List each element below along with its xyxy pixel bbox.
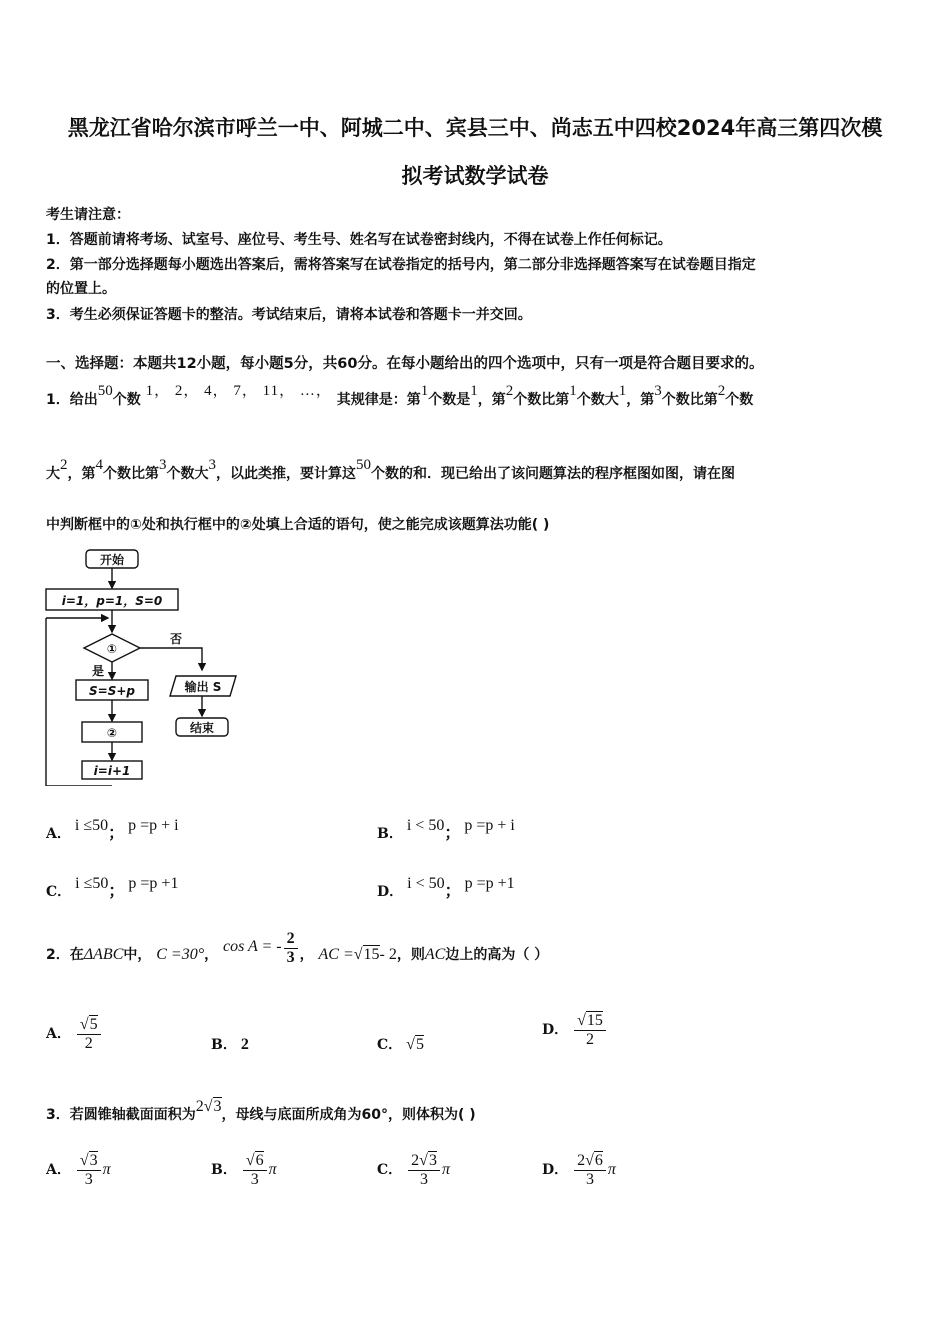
q1-num: 50 (356, 457, 371, 473)
q1-num: 2 (505, 383, 514, 399)
q1-option-d[interactable]: D． i < 50； p =p +1 (377, 875, 515, 900)
flow-sum-label: S=S+p (89, 684, 135, 698)
q1-text: 个数的和．现已给出了该问题算法的程序框图如图，请在图 (371, 466, 735, 482)
q1-option-b[interactable]: B． i < 50； p =p + i (377, 817, 515, 842)
q1-num: 2 (60, 457, 68, 473)
pi-symbol: π (441, 1161, 450, 1179)
flow-output-label: 输出 S (184, 680, 222, 694)
q2-angle: C =30° (156, 945, 205, 963)
q2-text: 中， (123, 946, 152, 963)
q2-radicand: 15 (363, 945, 380, 963)
q1-text: 个数比第 (103, 466, 159, 482)
q2-minus: - 2 (379, 945, 397, 963)
q1-text: 个数比第 (513, 392, 570, 408)
q1-num: 3 (159, 457, 167, 473)
q1-num: 3 (208, 457, 216, 473)
q1-sequence: 1， 2， 4， 7， 11， …， (145, 383, 332, 399)
option-fraction: $\frac{√6}{3}$ (243, 1152, 267, 1189)
q2-fraction: $\frac{2}{3}$ (284, 930, 298, 967)
notice-item-3: 3．考生必须保证答题卡的整洁。考试结束后，请将本试卷和答题卡一并交回。 (46, 307, 532, 323)
q3-text: 3．若圆锥轴截面面积为 (46, 1107, 196, 1123)
option-fraction: $\frac{√3}{3}$ (77, 1152, 101, 1189)
option-label: D． (377, 884, 404, 900)
option-label: A． (46, 1026, 71, 1043)
exam-title-line2: 拟考试数学试卷 (401, 164, 549, 188)
q1-text: 个数 (725, 392, 754, 408)
notice-heading: 考生请注意： (46, 207, 130, 223)
option-label: B． (377, 826, 403, 842)
option-expression: p =p +1 (128, 875, 179, 892)
q1-text: 个数比第 (661, 392, 718, 408)
q3-option-b[interactable] (211, 1152, 277, 1189)
q2-option-d[interactable] (542, 1012, 608, 1049)
q3-stem: 3．若圆锥轴截面面积为2√3，母线与底面所成角为60°，则体积为( ) (46, 1098, 476, 1123)
option-value: 2 (240, 1036, 249, 1053)
q2-option-a[interactable] (46, 1016, 103, 1053)
q1-num: 1 (420, 383, 429, 399)
q1-num: 1 (470, 383, 478, 399)
q1-text: 其规律是：第 (336, 392, 421, 408)
pi-symbol: π (607, 1161, 616, 1179)
q1-text: ，第 (626, 392, 655, 408)
q1-text: 个数 (112, 392, 141, 408)
pi-symbol: π (102, 1161, 111, 1179)
option-condition: i ≤50 (74, 817, 109, 834)
notice-item-2-cont: 的位置上。 (46, 281, 116, 297)
q2-option-b[interactable] (211, 1034, 249, 1054)
q1-text: 个数大 (576, 392, 619, 408)
q1-text: 个数是 (428, 392, 471, 408)
option-fraction: $\frac{√5}{2}$ (77, 1016, 101, 1053)
q3-option-a[interactable] (46, 1152, 111, 1189)
q3-option-c[interactable] (377, 1152, 450, 1189)
option-label: D． (542, 1022, 569, 1039)
option-label: A． (46, 826, 71, 842)
q2-text: 2．在 (46, 946, 84, 963)
flow-end-label: 结束 (189, 721, 215, 735)
option-expression: p =p +1 (464, 875, 515, 892)
flow-init-label: i=1，p=1，S=0 (61, 594, 163, 608)
option-radicand: 5 (415, 1036, 424, 1053)
q2-cos: cos A = - (222, 937, 282, 955)
flow-yes-label: 是 (91, 664, 105, 678)
q2-text: 边上的高为（ ） (445, 946, 549, 963)
q1-text: 大 (46, 466, 60, 482)
option-fraction: $\frac{2√6}{3}$ (574, 1152, 606, 1189)
option-expression: p =p + i (464, 817, 515, 834)
notice-item-2: 2．第一部分选择题每小题选出答案后，需将答案写在试卷指定的括号内，第二部分非选择题答案写在试卷题目指定 (46, 257, 756, 273)
q1-num: 3 (654, 383, 662, 399)
option-condition: i < 50 (407, 875, 445, 892)
flow-step2-label: ② (106, 726, 118, 740)
option-fraction: $\frac{2√3}{3}$ (408, 1152, 440, 1189)
q1-line-2 (46, 457, 735, 483)
exam-title-line1: 黑龙江省哈尔滨市呼兰一中、阿城二中、宾县三中、尚志五中四校2024年高三第四次模 (67, 116, 883, 140)
option-label: C． (377, 1162, 403, 1179)
q2-ac: AC = (318, 945, 354, 963)
option-label: B． (211, 1162, 237, 1179)
pi-symbol: π (268, 1161, 277, 1179)
q3-option-d[interactable] (542, 1152, 616, 1189)
option-label: C． (377, 1037, 403, 1053)
q1-line-3: 中判断框中的①处和执行框中的②处填上合适的语句，使之能完成该题算法功能( ) (46, 517, 550, 533)
option-label: D． (542, 1162, 569, 1179)
q1-option-a[interactable]: A． i ≤50； p =p + i (46, 817, 179, 842)
q3-area-radicand: 3 (213, 1098, 222, 1115)
q2-text: ， (204, 946, 219, 963)
q1-text: 个数大 (166, 466, 209, 482)
q2-triangle: ΔABC (83, 945, 124, 963)
q2-text: ，则 (396, 946, 425, 963)
q1-num: 1 (569, 383, 577, 399)
q3-text: ，母线与底面所成角为60°，则体积为( ) (221, 1107, 476, 1123)
q1-text: ，第 (477, 392, 506, 408)
flow-decision-label: ① (106, 642, 118, 656)
q1-text: ，第 (67, 466, 96, 482)
option-label: C． (46, 884, 72, 900)
flow-no-label: 否 (169, 632, 183, 646)
q1-num: 4 (95, 457, 103, 473)
q1-num: 1 (618, 383, 627, 399)
q1-line-1 (46, 383, 754, 409)
option-label: A． (46, 1162, 71, 1179)
option-label: B． (211, 1037, 237, 1053)
q1-text: ，以此类推，要计算这 (216, 466, 356, 482)
flow-start-label: 开始 (99, 553, 125, 567)
option-fraction: $\frac{√15}{2}$ (574, 1012, 606, 1049)
option-condition: i ≤50 (75, 875, 109, 892)
q1-num: 2 (717, 383, 726, 399)
q2-option-c[interactable]: C． √5 (377, 1036, 424, 1053)
q2-ac-edge: AC (424, 945, 446, 963)
q2-stem: 2．在ΔABC中， C =30°， cos A = - $\frac{2}{3}$ ， AC =√15- 2，则AC边上的高为（ ） (46, 930, 549, 966)
option-expression: p =p + i (128, 817, 179, 834)
q1-text: 1．给出 (46, 392, 98, 408)
flow-inc-label: i=i+1 (93, 764, 131, 778)
q3-area-coef: 2 (195, 1098, 204, 1115)
q1-option-c[interactable]: C． i ≤50； p =p +1 (46, 875, 179, 900)
q1-flowchart (40, 546, 240, 786)
option-condition: i < 50 (406, 817, 445, 834)
notice-item-1: 1．答题前请将考场、试室号、座位号、考生号、姓名写在试卷密封线内，不得在试卷上作任何标记。 (46, 232, 672, 248)
q1-num: 50 (97, 383, 113, 399)
section-1-header: 一、选择题：本题共12小题，每小题5分，共60分。在每小题给出的四个选项中，只有一项是符合题目要求的。 (46, 356, 764, 372)
